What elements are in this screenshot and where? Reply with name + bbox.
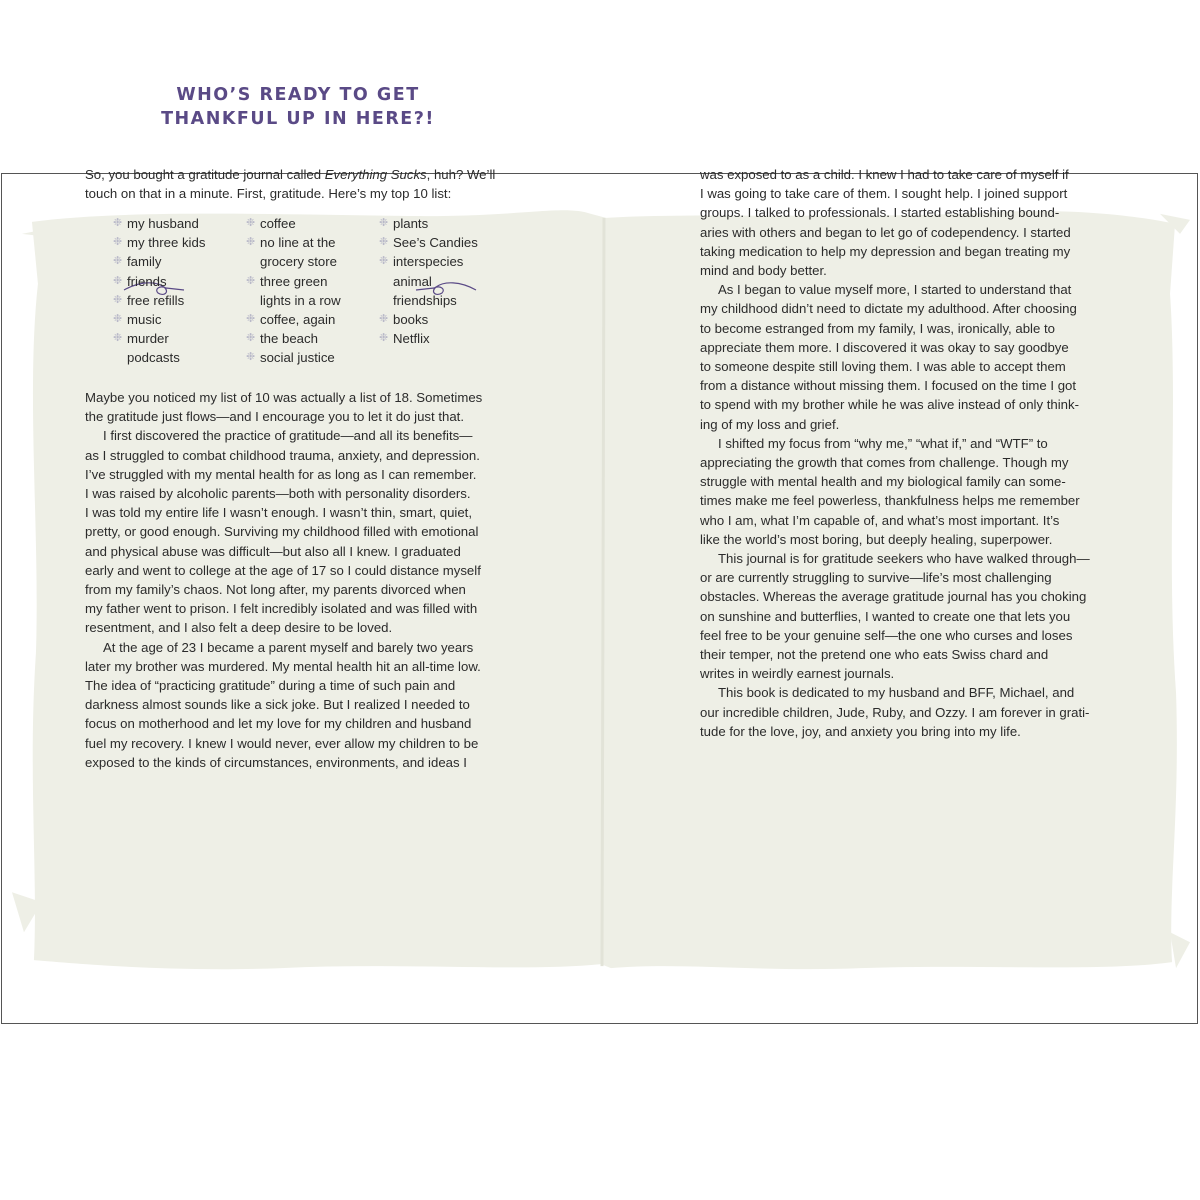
list-item (246, 329, 371, 348)
paragraph-line: mind and body better. (700, 263, 827, 279)
paragraph-line: to someone despite still loving them. I was able to accept them (700, 359, 1066, 375)
snowflake-bullet-icon: ❉ (379, 332, 389, 345)
paragraph-line: struggle with mental health and my biological family can some- (700, 474, 1066, 490)
book-title: Everything Sucks (324, 167, 427, 182)
list-item-text: social justice (260, 350, 335, 366)
paragraph-line: like the world’s most boring, but deeply healing, superpower. (700, 531, 1053, 547)
list-item-text: Netflix (393, 331, 430, 347)
list-item-text: podcasts (127, 350, 180, 366)
paragraph-line: early and went to college at the age of 17 so I could distance myself (85, 562, 481, 578)
paragraph-line: tude for the love, joy, and anxiety you bring into my life. (700, 723, 1021, 739)
intro-text: touch on that in a minute. First, gratitude. Here’s my top 10 list: (85, 186, 452, 202)
paragraph-line: on sunshine and butterflies, I wanted to create one that lets you (700, 608, 1071, 624)
list-item-text: music (127, 312, 162, 328)
snowflake-bullet-icon: ❉ (246, 332, 256, 345)
right-page-body (700, 165, 1120, 741)
list-item (379, 214, 504, 233)
snowflake-bullet-icon: ❉ (113, 217, 123, 229)
paragraph-line: ing of my loss and grief. (700, 416, 840, 432)
list-item-text: books (393, 312, 429, 328)
snowflake-bullet-icon: ❉ (113, 274, 123, 287)
paragraph-line: focus on motherhood and let my love for my children and husband (85, 716, 472, 732)
paragraph-line: my father went to prison. I felt incredibly isolated and was filled with (85, 601, 478, 617)
intro-paragraph (85, 165, 525, 203)
list-item-text: coffee (260, 216, 296, 231)
paragraph-line: darkness almost sounds like a sick joke. But I realized I needed to (85, 697, 470, 713)
list-item-text: coffee, again (260, 312, 336, 328)
list-item-text: interspecies (393, 254, 464, 270)
list-item-text: plants (393, 216, 429, 231)
list-item (246, 214, 371, 233)
list-item (379, 252, 504, 310)
list-item-text: friends (127, 273, 167, 289)
paragraph-line: taking medication to help my depression and began treating my (700, 243, 1071, 259)
paragraph-line: pretty, or good enough. Surviving my childhood filled with emotional (85, 524, 479, 540)
paragraph-line: I was told my entire life I wasn’t enough. I wasn’t thin, smart, quiet, (85, 505, 473, 521)
list-item (246, 348, 371, 367)
intro-text: , huh? We’ll (426, 167, 496, 182)
snowflake-bullet-icon: ❉ (246, 236, 256, 249)
list-item (379, 329, 504, 348)
paragraph-line: their temper, not the pretend one who eats Swiss chard and (700, 647, 1049, 663)
paragraph-line: times make me feel powerless, thankfulness helps me remember (700, 493, 1080, 509)
list-column-3 (379, 214, 504, 348)
snowflake-bullet-icon: ❉ (379, 217, 389, 229)
page-heading (118, 83, 478, 131)
list-item (113, 272, 238, 291)
paragraph-line: appreciate them more. I discovered it was okay to say goodbye (700, 339, 1069, 355)
paragraph-line: I was going to take care of them. I sought help. I joined support (700, 186, 1068, 202)
snowflake-bullet-icon: ❉ (379, 255, 389, 268)
snowflake-bullet-icon: ❉ (113, 255, 123, 268)
paragraph-line: aries with others and began to let go of codependency. I started (700, 224, 1071, 240)
list-column-2 (246, 214, 371, 368)
paragraph-line: resentment, and I also felt a deep desire to be loved. (85, 620, 393, 636)
paragraph-line: The idea of “practicing gratitude” during a time of such pain and (85, 678, 456, 694)
snowflake-bullet-icon: ❉ (113, 293, 123, 306)
snowflake-bullet-icon: ❉ (113, 332, 123, 345)
paragraph-line: exposed to the kinds of circumstances, environments, and ideas I (85, 754, 467, 770)
paragraph-line: obstacles. Whereas the average gratitude journal has you choking (700, 589, 1087, 605)
paragraph-line: later my brother was murdered. My mental health hit an all-time low. (85, 658, 481, 674)
paragraph-line: who I am, what I’m capable of, and what’s most important. It’s (700, 512, 1060, 528)
list-item (113, 214, 238, 233)
list-item (113, 291, 238, 310)
intro-text: So, you bought a gratitude journal called (85, 167, 325, 182)
list-item-text: lights in a row (260, 292, 341, 308)
snowflake-bullet-icon: ❉ (246, 217, 256, 229)
heading-line-2: THANKFUL UP IN HERE?! (161, 109, 435, 129)
paragraph-line: I shifted my focus from “why me,” “what if,” and “WTF” to (718, 435, 1048, 451)
paragraph-line: from a distance without missing them. I focused on the time I got (700, 378, 1077, 394)
list-item-text: no line at the (260, 235, 336, 251)
paragraph-line: appreciating the growth that comes from challenge. Though my (700, 455, 1069, 471)
list-item-text: free refills (127, 292, 185, 308)
paragraph-line: feel free to be your genuine self—the one who curses and loses (700, 627, 1073, 643)
paragraph-line: our incredible children, Jude, Ruby, and Ozzy. I am forever in grati- (700, 704, 1090, 720)
paragraph-line: Maybe you noticed my list of 10 was actually a list of 18. Sometimes (85, 390, 483, 405)
list-item (113, 310, 238, 329)
list-item-text: three green (260, 273, 328, 289)
list-item (246, 272, 371, 310)
paragraph-line: and physical abuse was difficult—but also all I knew. I graduated (85, 543, 461, 559)
paragraph-line: as I struggled to combat childhood trauma, anxiety, and depression. (85, 447, 480, 463)
list-item (113, 252, 238, 271)
paragraph-line: fuel my recovery. I knew I would never, ever allow my children to be (85, 735, 479, 751)
snowflake-bullet-icon: ❉ (246, 351, 256, 364)
paragraph-line: I’ve struggled with my mental health for as long as I can remember. (85, 466, 477, 482)
snowflake-bullet-icon: ❉ (379, 236, 389, 249)
paragraph-line: or are currently struggling to survive—life’s most challenging (700, 570, 1052, 586)
list-item (379, 233, 504, 252)
list-item-text: the beach (260, 331, 318, 347)
list-item-text: See’s Candies (393, 235, 478, 251)
paragraph-line: my childhood didn’t need to dictate my adulthood. After choosing (700, 301, 1077, 317)
list-item-text: my three kids (127, 235, 206, 251)
gratitude-lists (113, 214, 533, 374)
paragraph-line: to become estranged from my family, I was, ironically, able to (700, 320, 1055, 336)
snowflake-bullet-icon: ❉ (379, 313, 389, 326)
paragraph-line: the gratitude just flows—and I encourage you to let it do just that. (85, 409, 464, 425)
list-item (113, 329, 238, 367)
paragraph-line: This book is dedicated to my husband and BFF, Michael, and (718, 685, 1075, 701)
paragraph-line: from my family’s chaos. Not long after, my parents divorced when (85, 582, 466, 598)
heading-line-1: WHO’S READY TO GET (176, 85, 420, 105)
paragraph-line: was exposed to as a child. I knew I had to take care of myself if (700, 167, 1069, 182)
left-page-body (85, 388, 525, 772)
list-column-1 (113, 214, 238, 368)
paragraph-line: I first discovered the practice of gratitude—and all its benefits— (103, 428, 473, 444)
list-item (113, 233, 238, 252)
paragraph-line: At the age of 23 I became a parent myself and barely two years (103, 639, 474, 655)
list-item-text: animal (393, 273, 432, 289)
paragraph-line: As I began to value myself more, I started to understand that (718, 282, 1072, 298)
list-item (246, 310, 371, 329)
snowflake-bullet-icon: ❉ (113, 313, 123, 326)
list-item-text: murder (127, 331, 169, 347)
list-item-text: family (127, 254, 162, 270)
list-item-text: friendships (393, 292, 457, 308)
paragraph-line: This journal is for gratitude seekers who have walked through— (718, 551, 1090, 567)
list-item-text: grocery store (260, 254, 337, 270)
snowflake-bullet-icon: ❉ (246, 313, 256, 326)
paragraph-line: writes in weirdly earnest journals. (700, 666, 895, 682)
paragraph-line: I was raised by alcoholic parents—both with personality disorders. (85, 486, 471, 502)
snowflake-bullet-icon: ❉ (246, 274, 256, 287)
snowflake-bullet-icon: ❉ (113, 236, 123, 249)
paragraph-line: to spend with my brother while he was alive instead of only think- (700, 397, 1079, 413)
list-item-text: my husband (127, 216, 199, 231)
paragraph-line: groups. I talked to professionals. I started establishing bound- (700, 205, 1060, 221)
list-item (246, 233, 371, 271)
list-item (379, 310, 504, 329)
